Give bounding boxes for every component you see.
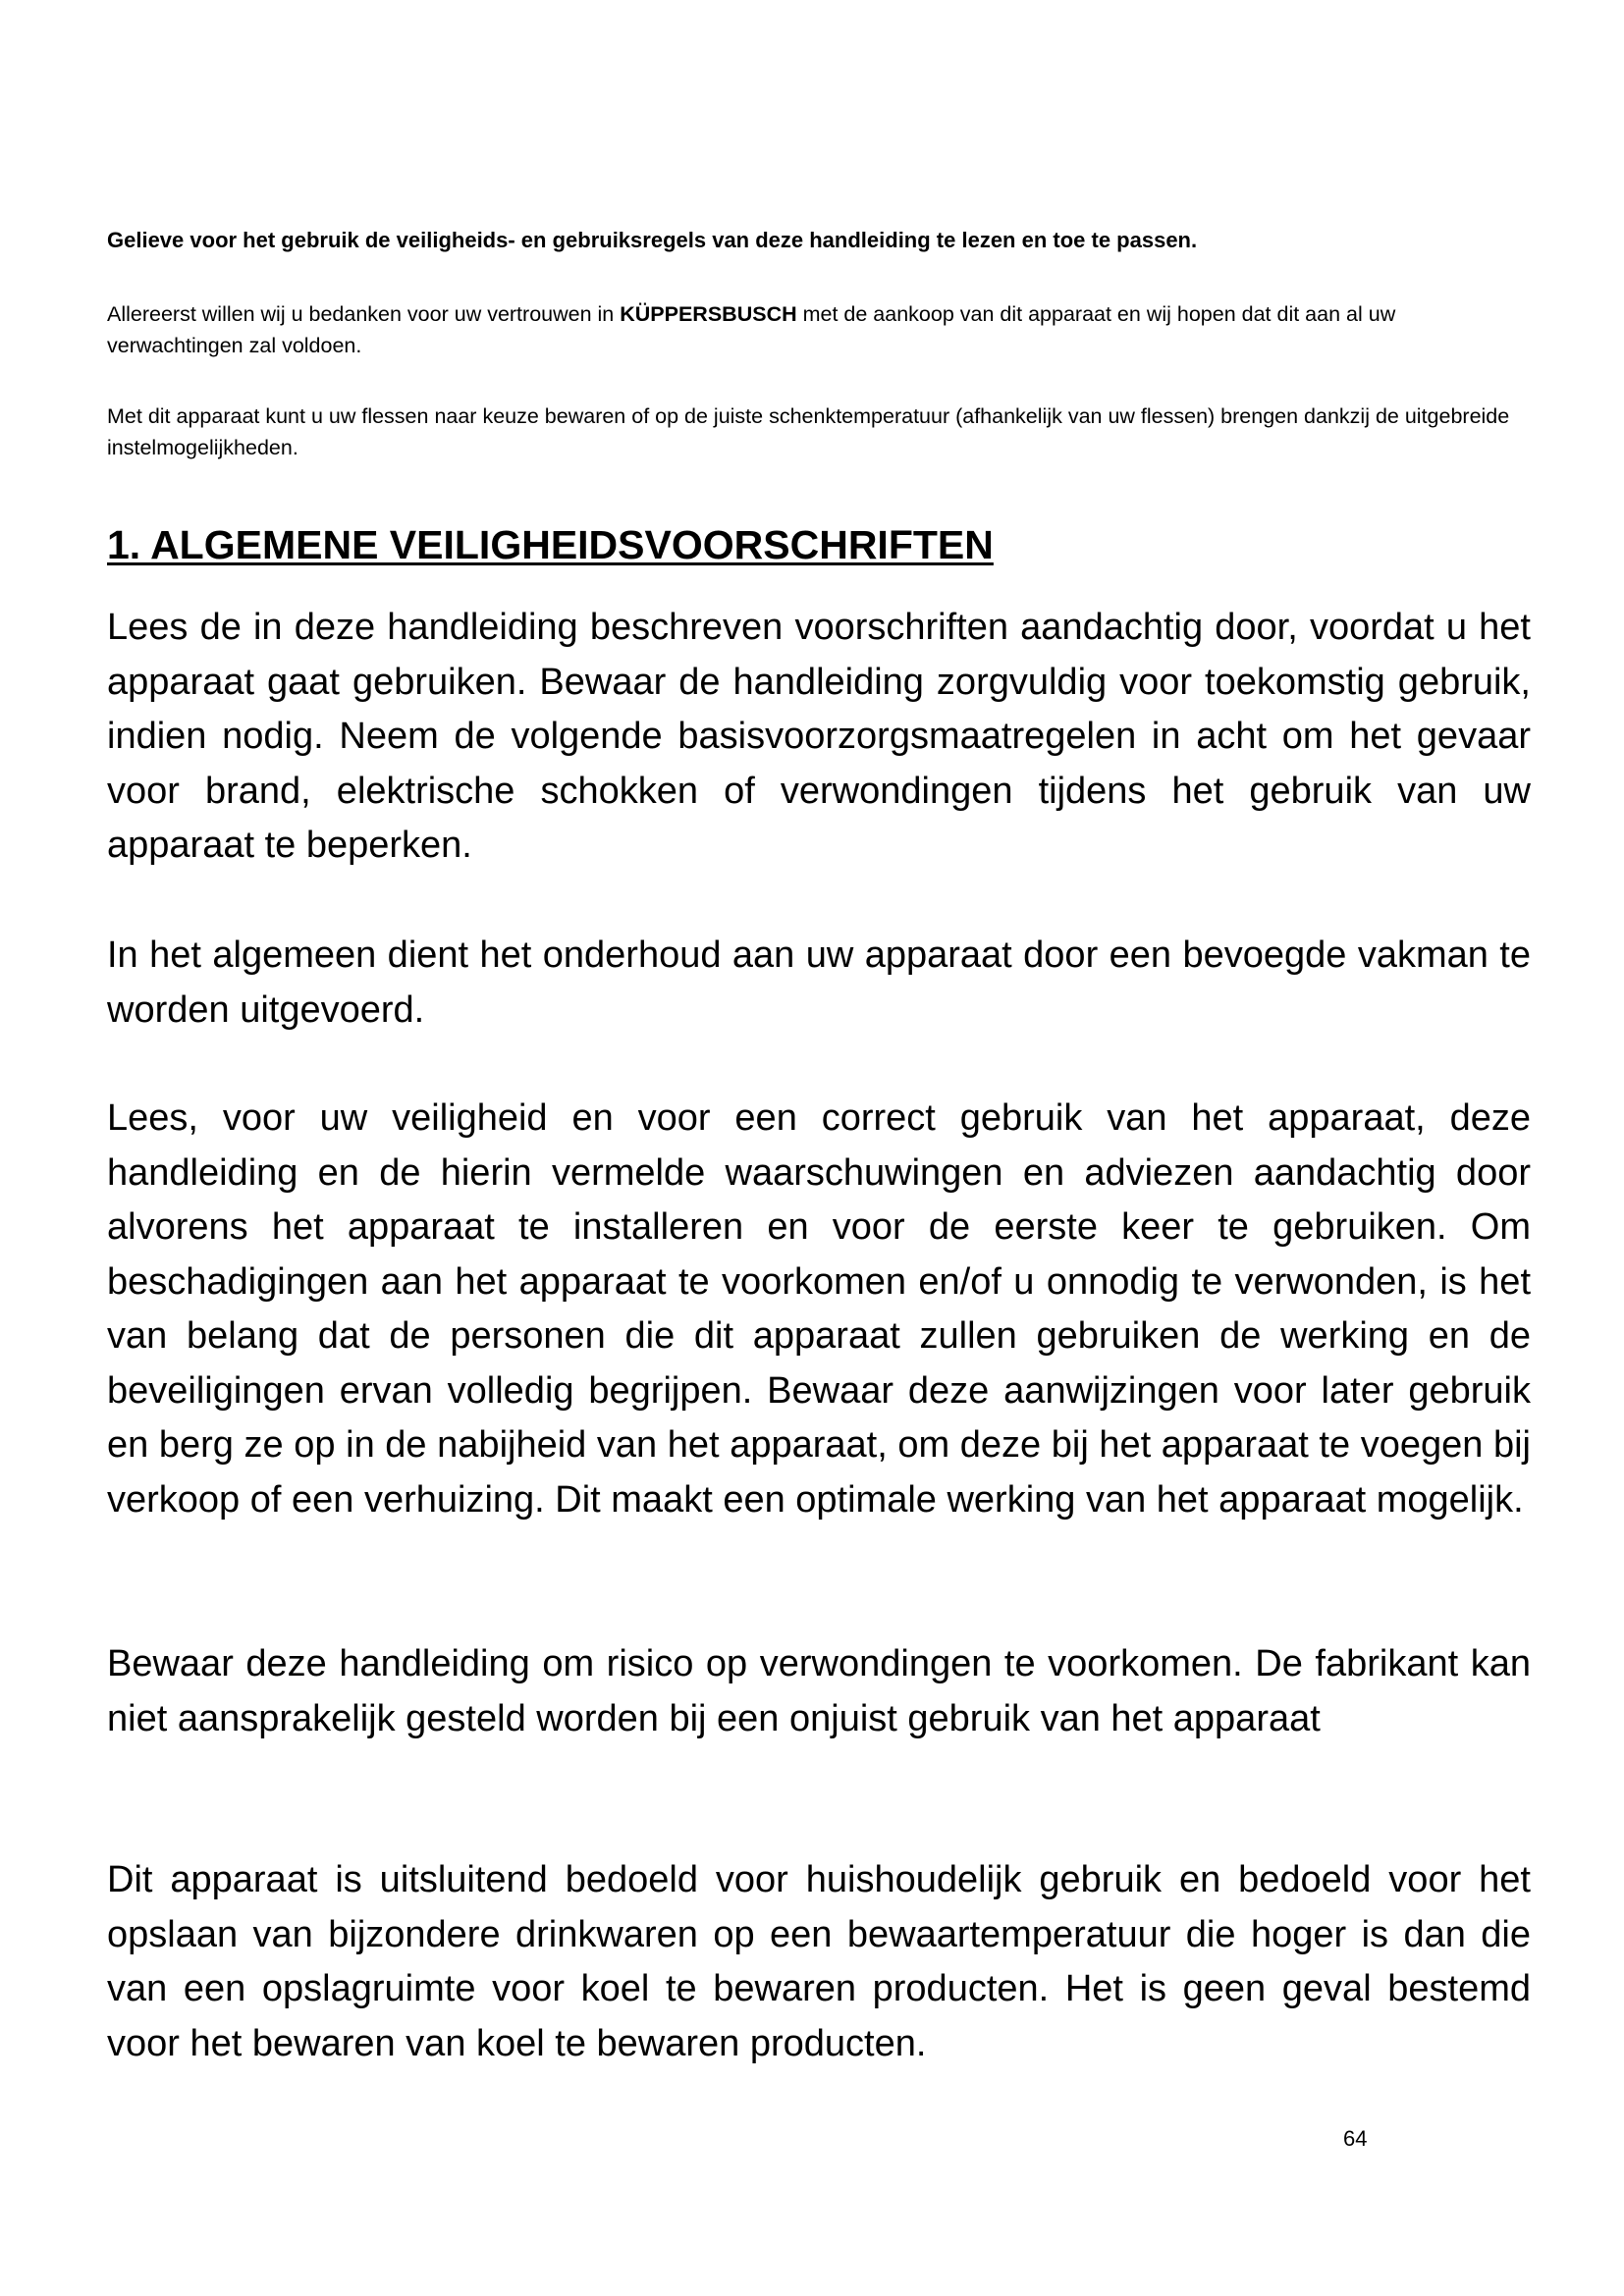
intro-thanks-before: Allereerst willen wij u bedanken voor uw vertrouwen in bbox=[107, 302, 621, 326]
brand-name: KÜPPERSBUSCH bbox=[620, 302, 797, 326]
safety-paragraph-3: Lees, voor uw veiligheid en voor een correct gebruik van het apparaat, deze handleiding en de hierin vermelde waarschuwingen en adviezen aandachtig door alvorens het apparaat te installeren en voor de eerste keer te gebruiken. Om beschadigingen aan het apparaat te voorkomen en/of u onnodig te verwonden, is het van belang dat de personen die dit apparaat zullen gebruiken de werking en de beveiligingen ervan volledig begrijpen. Bewaar deze aanwijzingen voor later gebruik en berg ze op in de nabijheid van het apparaat, om deze bij het apparaat te voegen bij verkoop of een verhuizing. Dit maakt een optimale werking van het apparaat mogelijk. bbox=[107, 1097, 1531, 1521]
safety-paragraph-2: In het algemeen dient het onderhoud aan uw apparaat door een bevoegde vakman te worden uitgevoerd. bbox=[107, 934, 1531, 1031]
safety-paragraph-1: Lees de in deze handleiding beschreven voorschriften aandachtig door, voordat u het apparaat gaat gebruiken. Bewaar de handleiding zorgvuldig voor toekomstig gebruik, indien nodig. Neem de volgende basisvoorzorgsmaatregelen in acht om het gevaar voor brand, elektrische schokken of verwondingen tijdens het gebruik van uw apparaat te beperken. bbox=[107, 607, 1531, 866]
intro-thanks-after: met de aankoop van dit apparaat en wij hopen dat dit aan al uw verwachtingen zal voldoen. bbox=[107, 302, 1396, 357]
section-heading: 1. ALGEMENE VEILIGHEIDSVOORSCHRIFTEN bbox=[107, 522, 994, 567]
intro-usage-paragraph: Met dit apparaat kunt u uw flessen naar keuze bewaren of op de juiste schenktemperatuur (afhankelijk van uw flessen) brengen dankzij de uitgebreide instelmogelijkheden. bbox=[107, 404, 1510, 459]
page-number: 64 bbox=[1343, 2126, 1368, 2151]
intro-notice: Gelieve voor het gebruik de veiligheids- en gebruiksregels van deze handleiding te lezen en toe te passen. bbox=[107, 228, 1198, 252]
safety-paragraph-5: Dit apparaat is uitsluitend bedoeld voor huishoudelijk gebruik en bedoeld voor het opslaan van bijzondere drinkwaren op een bewaartemperatuur die hoger is dan die van een opslagruimte voor koel te bewaren producten. Het is geen geval bestemd voor het bewaren van koel te bewaren producten. bbox=[107, 1859, 1531, 2064]
intro-thanks-paragraph bbox=[107, 298, 1521, 361]
safety-paragraph-4: Bewaar deze handleiding om risico op verwondingen te voorkomen. De fabrikant kan niet aansprakelijk gesteld worden bij een onjuist gebruik van het apparaat bbox=[107, 1643, 1531, 1739]
